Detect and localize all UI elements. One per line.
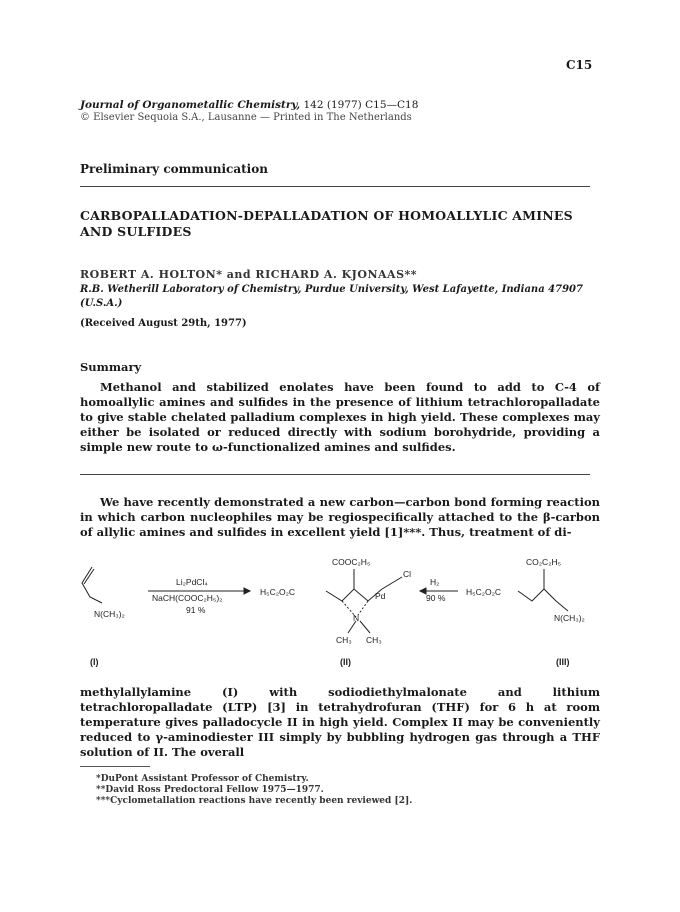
footnote-rule bbox=[80, 766, 150, 767]
label-I: (I) bbox=[90, 657, 99, 667]
section-label: Preliminary communication bbox=[80, 162, 268, 176]
compound-II-n: N bbox=[353, 613, 360, 623]
reaction-scheme bbox=[70, 555, 610, 675]
received-date: (Received August 29th, 1977) bbox=[80, 318, 247, 329]
intro-text bbox=[80, 495, 600, 540]
compound-III-amine: N(CH₃)₂ bbox=[554, 613, 585, 623]
reagent-h2: H₂ bbox=[430, 577, 440, 587]
divider bbox=[80, 474, 590, 475]
compound-III-chain bbox=[518, 589, 568, 611]
footnote-1: *DuPont Assistant Professor of Chemistry. bbox=[96, 774, 309, 784]
compound-III-ester-left: H₅C₂O₂C bbox=[466, 587, 502, 597]
compound-II-ch3-right: CH₃ bbox=[366, 635, 382, 645]
summary-paragraph: Methanol and stabilized enolates have been found to add to C-4 of homoallylic amines and sulfides in the presence of lithium tetrachloropalladate to give stable chelated palladium complexes in high yield. These complexes may either be isolated or reduced directly with sodium borohydride, providing a simple new route to ω-functionalized amines and sulfides. bbox=[80, 380, 600, 454]
publisher-line: © Elsevier Sequoia S.A., Lausanne — Printed in The Netherlands bbox=[80, 112, 412, 123]
yield-2: 90 % bbox=[426, 593, 446, 603]
arrow-1-head bbox=[244, 588, 250, 594]
compound-II-ester-top: COOC₂H₅ bbox=[332, 557, 371, 567]
compound-II-cl: Cl bbox=[403, 569, 412, 579]
label-III: (III) bbox=[556, 657, 570, 667]
compound-II-ch3-right-bond bbox=[360, 621, 370, 633]
footnote-2: **David Ross Predoctoral Fellow 1975—1977. bbox=[96, 785, 324, 795]
page-number: C15 bbox=[566, 58, 593, 72]
summary-heading: Summary bbox=[80, 360, 142, 374]
compound-I-amine: N(CH₃)₂ bbox=[94, 609, 125, 619]
yield-1: 91 % bbox=[186, 605, 206, 615]
compound-II-pd-n-bond bbox=[358, 601, 368, 615]
journal-citation: 142 (1977) C15—C18 bbox=[300, 99, 419, 111]
journal-name: Journal of Organometallic Chemistry, bbox=[80, 99, 301, 111]
authors: ROBERT A. HOLTON* and RICHARD A. KJONAAS** bbox=[80, 268, 418, 281]
compound-II-pd: Pd bbox=[375, 591, 386, 601]
compound-II-ester-left: H₅C₂O₂C bbox=[260, 587, 296, 597]
summary-text bbox=[80, 380, 600, 455]
footnote-3: ***Cyclometallation reactions have recently been reviewed [2]. bbox=[96, 796, 413, 806]
label-II: (II) bbox=[340, 657, 351, 667]
reagent-2: NaCH(COOC₂H₅)₂ bbox=[152, 593, 223, 603]
affiliation: R.B. Wetherill Laboratory of Chemistry, Purdue University, West Lafayette, Indiana 47907 (U.S.A.) bbox=[80, 284, 583, 309]
intro-paragraph: We have recently demonstrated a new carbon—carbon bond forming reaction in which carbon nucleophiles may be regiospecifically attached to the β-carbon of allylic amines and sulfides in excellent yield [1]***. Thus, treatment of di- bbox=[80, 495, 600, 539]
compound-III-ester-top: CO₂C₂H₅ bbox=[526, 557, 562, 567]
body-paragraph: methylallylamine (I) with sodiodiethylmalonate and lithium tetrachloropalladate (LTP) [3] in tetrahydrofuran (THF) for 6 h at room temperature gives palladocycle II in high yield. Complex II may be conveniently reduced to γ-aminodiester III simply by bubbling hydrogen gas through a THF solution of II. The overall bbox=[80, 685, 600, 759]
compound-II-chain bbox=[326, 589, 382, 601]
article-title: CARBOPALLADATION-DEPALLADATION OF HOMOALLYLIC AMINES AND SULFIDES bbox=[80, 208, 573, 239]
compound-II-ch3-left: CH₃ bbox=[336, 635, 352, 645]
footnotes bbox=[96, 774, 412, 807]
compound-II-pd-cl-bond bbox=[382, 577, 402, 589]
body-text bbox=[80, 685, 600, 760]
divider bbox=[80, 186, 590, 187]
journal-header bbox=[80, 98, 418, 112]
reagent-1: Li₂PdCl₄ bbox=[176, 577, 208, 587]
